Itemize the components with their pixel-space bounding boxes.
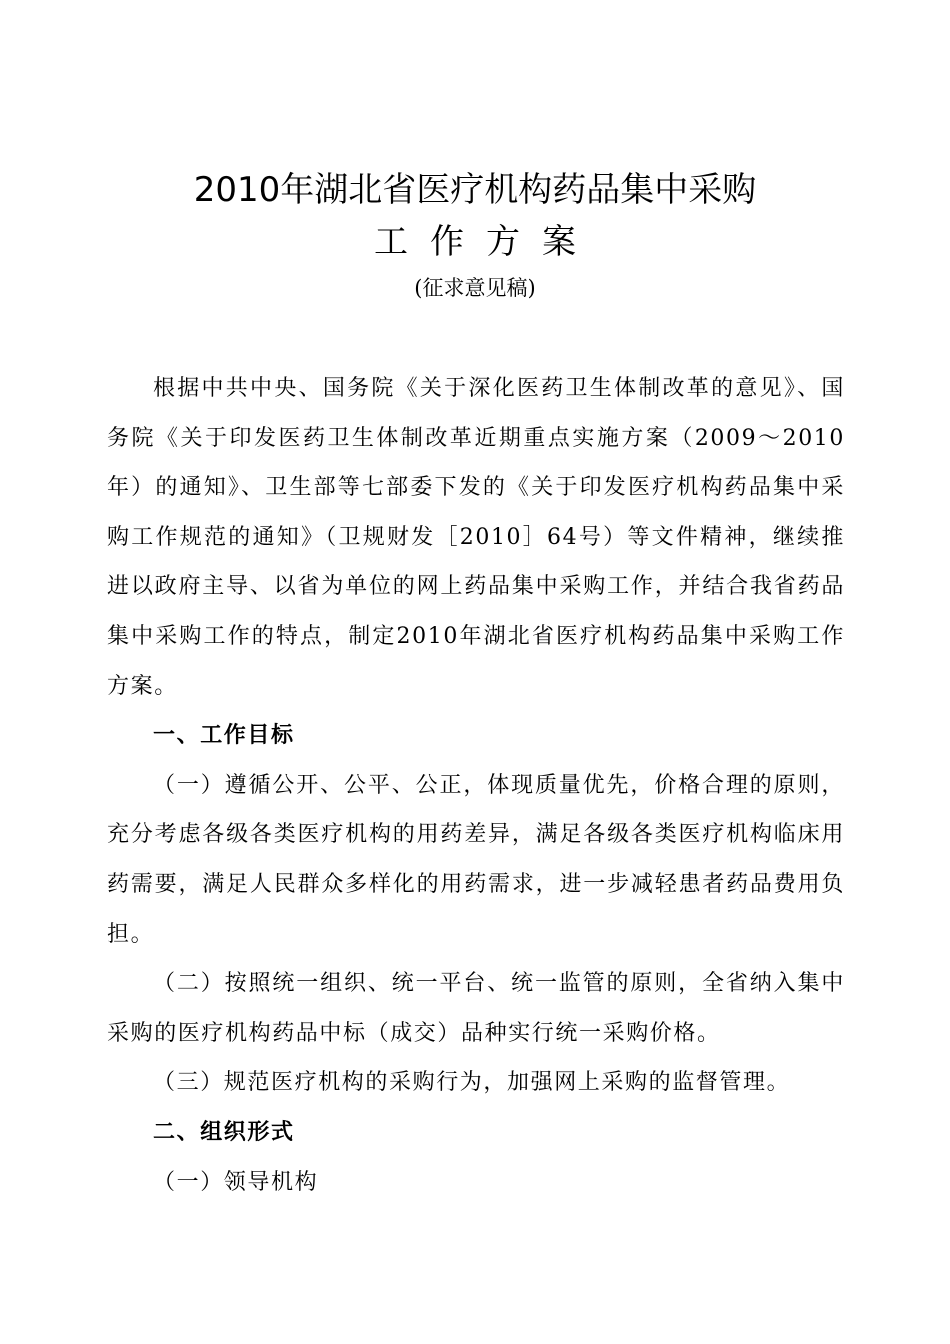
document-body	[107, 364, 845, 1207]
section-heading-organization: 二、组织形式	[153, 1119, 295, 1145]
organization-item-1: （一）领导机构	[153, 1169, 319, 1195]
objective-item-2: （二）按照统一组织、统一平台、统一监管的原则，全省纳入集中采购的医疗机构药品中标（成交）品种实行统一采购价格。	[107, 971, 845, 1046]
objective-item-1: （一）遵循公开、公平、公正，体现质量优先，价格合理的原则，充分考虑各级各类医疗机构的用药差异，满足各级各类医疗机构临床用药需要，满足人民群众多样化的用药需求，进一步减轻患者药品费用负担。	[107, 772, 845, 947]
document-title-second-line: 工作方案	[374, 222, 598, 262]
objective-item-3: （三）规范医疗机构的采购行为，加强网上采购的监督管理。	[153, 1070, 791, 1096]
intro-paragraph: 根据中共中央、国务院《关于深化医药卫生体制改革的意见》、国务院《关于印发医药卫生体制改革近期重点实施方案（2009～2010年）的通知》、卫生部等七部委下发的《关于印发医疗机构药品集中采购工作规范的通知》（卫规财发［2010］64号）等文件精神，继续推进以政府主导、以省为单位的网上药品集中采购工作，并结合我省药品集中采购工作的特点，制定2010年湖北省医疗机构药品集中采购工作方案。	[107, 376, 845, 699]
draft-subtitle: (征求意见稿)	[414, 276, 536, 300]
document-title: 2010年湖北省医疗机构药品集中采购	[193, 170, 757, 210]
section-heading-objectives: 一、工作目标	[153, 723, 295, 749]
